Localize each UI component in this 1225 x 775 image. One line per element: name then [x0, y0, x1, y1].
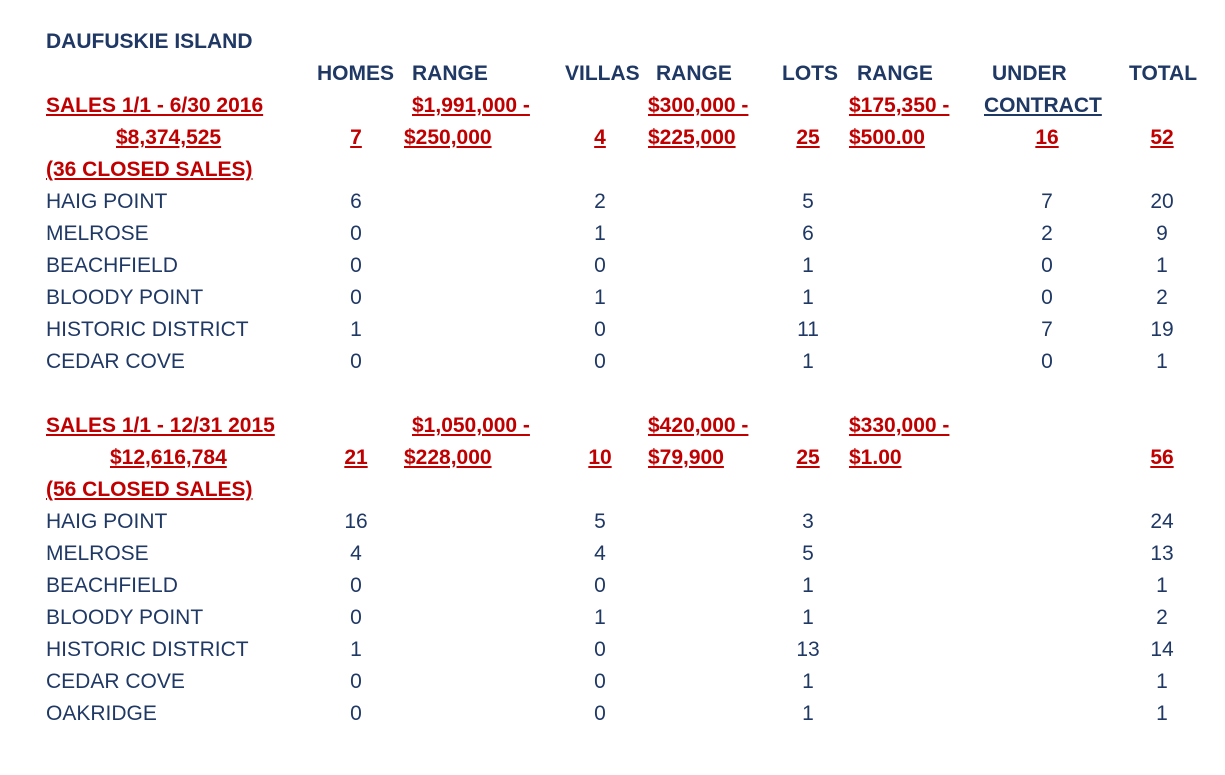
row-villas: 0: [594, 670, 606, 693]
row-total: 9: [1156, 222, 1168, 245]
row-total: 24: [1150, 510, 1174, 533]
sales-2015-villas-range-hi: $420,000 -: [648, 414, 749, 437]
sales-2015-amount: $12,616,784: [110, 446, 227, 469]
row-under: 2: [1041, 222, 1053, 245]
header-contract: CONTRACT: [984, 94, 1102, 117]
row-lots: 1: [802, 254, 814, 277]
row-lots: 1: [802, 702, 814, 725]
row-name: HAIG POINT: [46, 510, 168, 533]
sales-2015-lots: 25: [796, 446, 820, 469]
row-homes: 0: [350, 670, 362, 693]
header-villas-range: RANGE: [656, 62, 732, 85]
row-total: 1: [1156, 350, 1168, 373]
sales-2016-label: SALES 1/1 - 6/30 2016: [46, 94, 264, 117]
row-total: 1: [1156, 702, 1168, 725]
row-total: 1: [1156, 670, 1168, 693]
row-homes: 0: [350, 574, 362, 597]
row-lots: 1: [802, 670, 814, 693]
row-homes: 0: [350, 606, 362, 629]
row-name: CEDAR COVE: [46, 670, 185, 693]
row-under: 7: [1041, 190, 1053, 213]
row-villas: 2: [594, 190, 606, 213]
row-villas: 1: [594, 606, 606, 629]
row-name: HAIG POINT: [46, 190, 168, 213]
row-villas: 5: [594, 510, 606, 533]
row-total: 20: [1150, 190, 1174, 213]
sales-2015-label: SALES 1/1 - 12/31 2015: [46, 414, 275, 437]
row-homes: 1: [350, 318, 362, 341]
row-homes: 0: [350, 702, 362, 725]
row-lots: 5: [802, 542, 814, 565]
sales-2015-closed: (56 CLOSED SALES): [46, 478, 253, 501]
sales-2015-total: 56: [1150, 446, 1174, 469]
row-name: MELROSE: [46, 542, 149, 565]
row-total: 2: [1156, 286, 1168, 309]
header-under: UNDER: [992, 62, 1067, 85]
row-total: 1: [1156, 254, 1168, 277]
header-homes-range: RANGE: [412, 62, 488, 85]
sales-2015-villas-range-lo: $79,900: [648, 446, 724, 469]
row-lots: 13: [796, 638, 820, 661]
sales-2015-homes-range-lo: $228,000: [404, 446, 492, 469]
row-lots: 1: [802, 350, 814, 373]
row-homes: 0: [350, 350, 362, 373]
row-name: BLOODY POINT: [46, 286, 204, 309]
sales-2016-amount: $8,374,525: [116, 126, 222, 149]
row-villas: 0: [594, 350, 606, 373]
sales-2016-homes-range-lo: $250,000: [404, 126, 492, 149]
row-lots: 1: [802, 606, 814, 629]
row-homes: 16: [344, 510, 368, 533]
header-lots: LOTS: [782, 62, 838, 85]
row-villas: 0: [594, 318, 606, 341]
sales-2016-villas-range-lo: $225,000: [648, 126, 736, 149]
sales-2016-total: 52: [1150, 126, 1174, 149]
header-total: TOTAL: [1129, 62, 1198, 85]
header-villas: VILLAS: [565, 62, 640, 85]
row-villas: 0: [594, 574, 606, 597]
row-lots: 1: [802, 574, 814, 597]
row-name: HISTORIC DISTRICT: [46, 318, 249, 341]
row-under: 0: [1041, 254, 1053, 277]
sales-2015-lots-range-lo: $1.00: [849, 446, 902, 469]
row-total: 2: [1156, 606, 1168, 629]
row-homes: 1: [350, 638, 362, 661]
row-lots: 1: [802, 286, 814, 309]
sales-2015-homes: 21: [344, 446, 368, 469]
row-homes: 0: [350, 286, 362, 309]
row-villas: 0: [594, 702, 606, 725]
page-title: DAUFUSKIE ISLAND: [46, 30, 253, 53]
row-lots: 3: [802, 510, 814, 533]
sales-2015-homes-range-hi: $1,050,000 -: [412, 414, 530, 437]
sales-2016-villas: 4: [594, 126, 606, 149]
row-villas: 1: [594, 222, 606, 245]
sales-2016-under-contract: 16: [1035, 126, 1059, 149]
row-lots: 5: [802, 190, 814, 213]
row-lots: 11: [797, 318, 819, 341]
row-name: CEDAR COVE: [46, 350, 185, 373]
row-homes: 6: [350, 190, 362, 213]
sales-2015-lots-range-hi: $330,000 -: [849, 414, 950, 437]
header-lots-range: RANGE: [857, 62, 933, 85]
row-villas: 4: [594, 542, 606, 565]
row-homes: 4: [350, 542, 362, 565]
sales-2016-villas-range-hi: $300,000 -: [648, 94, 749, 117]
row-lots: 6: [802, 222, 814, 245]
row-total: 14: [1150, 638, 1174, 661]
row-under: 7: [1041, 318, 1053, 341]
row-villas: 0: [594, 254, 606, 277]
sales-2016-closed: (36 CLOSED SALES): [46, 158, 253, 181]
sales-2016-lots-range-lo: $500.00: [849, 126, 925, 149]
row-homes: 0: [350, 222, 362, 245]
row-name: BLOODY POINT: [46, 606, 204, 629]
sales-2016-lots-range-hi: $175,350 -: [849, 94, 950, 117]
row-under: 0: [1041, 350, 1053, 373]
sales-2016-homes: 7: [350, 126, 362, 149]
row-name: BEACHFIELD: [46, 254, 178, 277]
row-villas: 0: [594, 638, 606, 661]
header-homes: HOMES: [317, 62, 395, 85]
row-total: 13: [1150, 542, 1174, 565]
row-name: OAKRIDGE: [46, 702, 157, 725]
row-total: 19: [1150, 318, 1174, 341]
row-name: MELROSE: [46, 222, 149, 245]
sales-2016-lots: 25: [796, 126, 820, 149]
sales-2016-homes-range-hi: $1,991,000 -: [412, 94, 530, 117]
row-name: HISTORIC DISTRICT: [46, 638, 249, 661]
row-name: BEACHFIELD: [46, 574, 178, 597]
row-under: 0: [1041, 286, 1053, 309]
row-total: 1: [1156, 574, 1168, 597]
sales-2015-villas: 10: [588, 446, 612, 469]
row-villas: 1: [594, 286, 606, 309]
row-homes: 0: [350, 254, 362, 277]
